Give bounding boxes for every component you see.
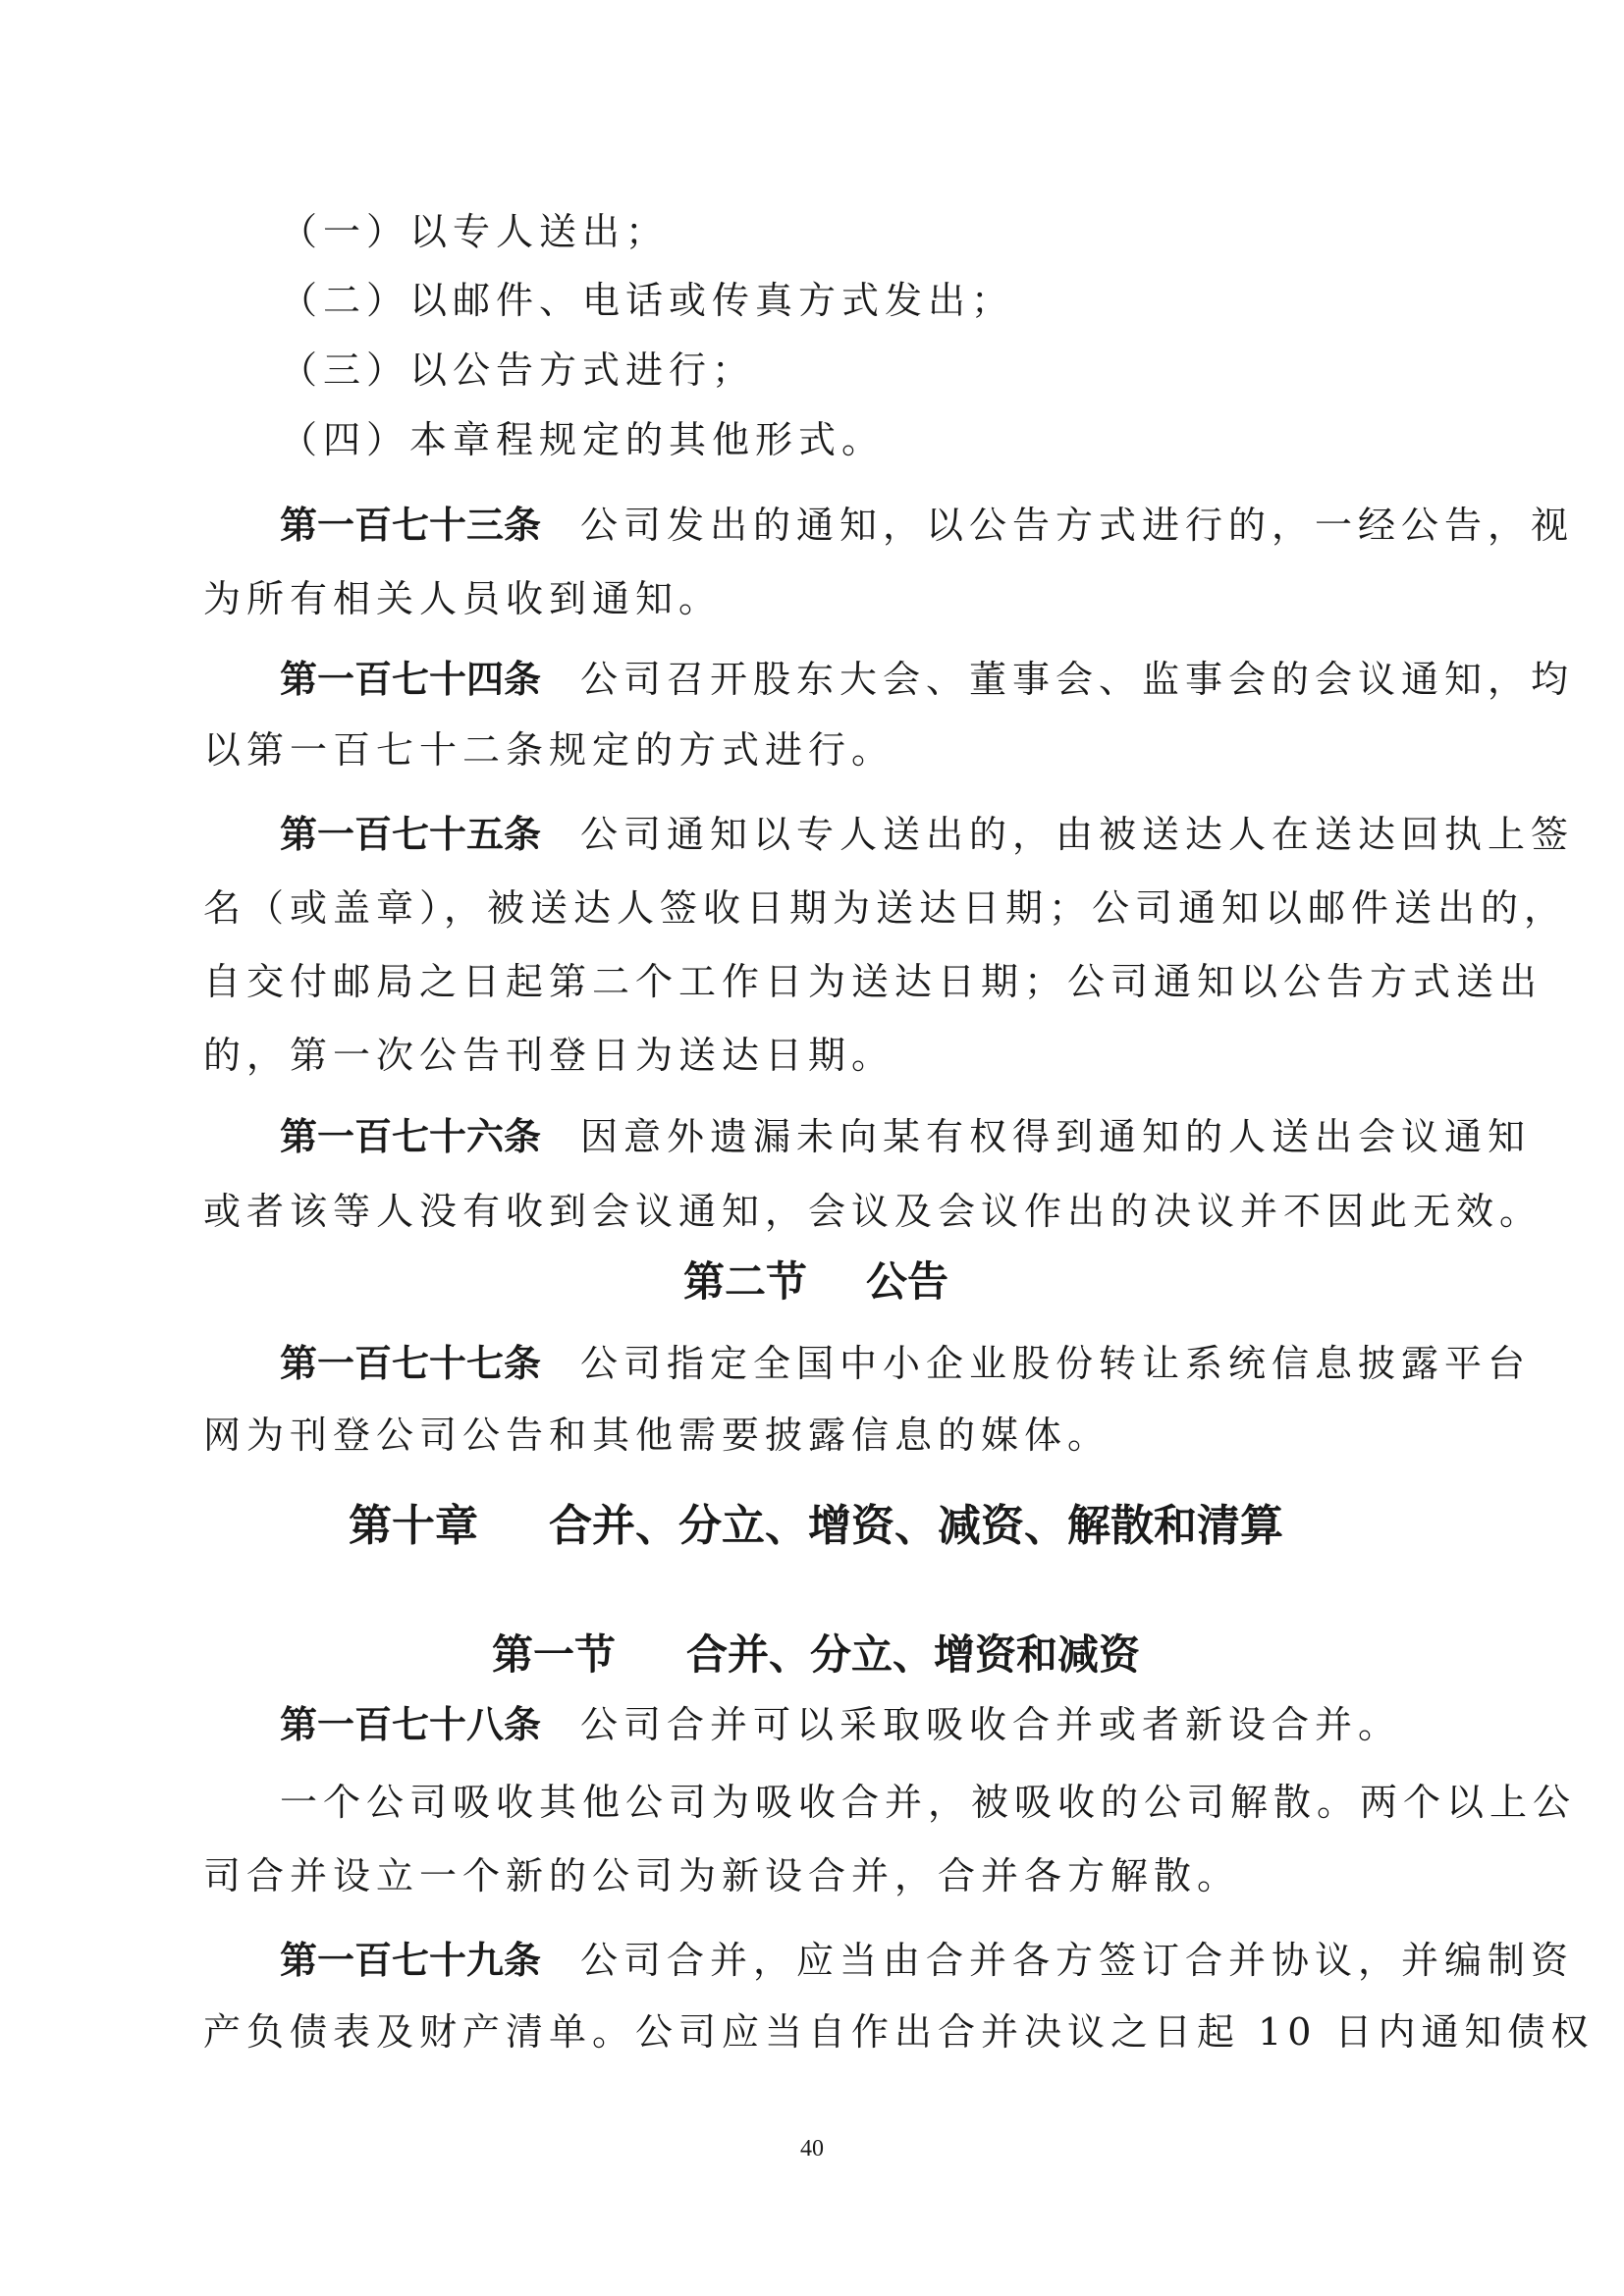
paragraph-line: 司合并设立一个新的公司为新设合并，合并各方解散。 [203, 1854, 1241, 1897]
article-177 [280, 1340, 1532, 1387]
article-176 [280, 1113, 1532, 1160]
article-text-line: 的，第一次公告刊登日为送达日期。 [203, 1034, 895, 1077]
section-title: 公告 [866, 1257, 949, 1306]
article-text-line: 以第一百七十二条规定的方式进行。 [203, 728, 895, 772]
article-text-line: 名（或盖章），被送达人签收日期为送达日期；公司通知以邮件送出的， [203, 886, 1568, 930]
article-text: 公司指定全国中小企业股份转让系统信息披露平台 [580, 1342, 1532, 1385]
paragraph-line: 一个公司吸收其他公司为吸收合并，被吸收的公司解散。两个以上公 [280, 1781, 1577, 1824]
article-text-line: 自交付邮局之日起第二个工作日为送达日期；公司通知以公告方式送出 [203, 960, 1543, 1003]
article-label: 第一百七十六条 [280, 1115, 542, 1158]
list-item: （二）以邮件、电话或传真方式发出； [280, 279, 1015, 322]
article-text: 公司合并可以采取吸收合并或者新设合并。 [580, 1703, 1402, 1746]
section-number: 第二节 [682, 1257, 807, 1306]
section-heading [203, 1629, 1429, 1681]
list-item: （一）以专人送出； [280, 210, 670, 253]
chapter-heading [203, 1499, 1429, 1554]
article-175 [280, 811, 1575, 858]
article-label: 第一百七十四条 [280, 658, 542, 701]
page-number: 40 [800, 2136, 824, 2162]
list-item: （四）本章程规定的其他形式。 [280, 418, 886, 461]
list-item: （三）以公告方式进行； [280, 348, 756, 392]
article-text-line: 为所有相关人员收到通知。 [203, 577, 723, 620]
article-label: 第一百七十七条 [280, 1342, 542, 1385]
article-text-line: 产负债表及财产清单。公司应当自作出合并决议之日起 10 日内通知债权 [203, 2010, 1595, 2054]
article-173 [280, 502, 1575, 549]
article-179 [280, 1937, 1575, 1984]
article-text: 因意外遗漏未向某有权得到通知的人送出会议通知 [580, 1115, 1532, 1158]
article-text: 公司召开股东大会、董事会、监事会的会议通知，均 [580, 658, 1575, 701]
article-text: 公司发出的通知，以公告方式进行的，一经公告，视 [580, 504, 1575, 547]
section-heading [203, 1256, 1429, 1308]
article-label: 第一百七十八条 [280, 1703, 542, 1746]
article-text: 公司合并，应当由合并各方签订合并协议，并编制资 [580, 1939, 1575, 1982]
article-text-line: 网为刊登公司公告和其他需要披露信息的媒体。 [203, 1414, 1111, 1457]
article-text-line: 或者该等人没有收到会议通知，会议及会议作出的决议并不因此无效。 [203, 1190, 1543, 1233]
article-label: 第一百七十九条 [280, 1939, 542, 1982]
article-174 [280, 656, 1575, 703]
section-title: 合并、分立、增资和减资 [686, 1630, 1141, 1679]
chapter-title: 合并、分立、增资、减资、解散和清算 [549, 1501, 1283, 1551]
article-label: 第一百七十五条 [280, 813, 542, 856]
chapter-number: 第十章 [349, 1501, 478, 1551]
article-text: 公司通知以专人送出的，由被送达人在送达回执上签 [580, 813, 1575, 856]
article-label: 第一百七十三条 [280, 504, 542, 547]
section-number: 第一节 [491, 1630, 616, 1679]
article-178 [280, 1701, 1429, 1748]
